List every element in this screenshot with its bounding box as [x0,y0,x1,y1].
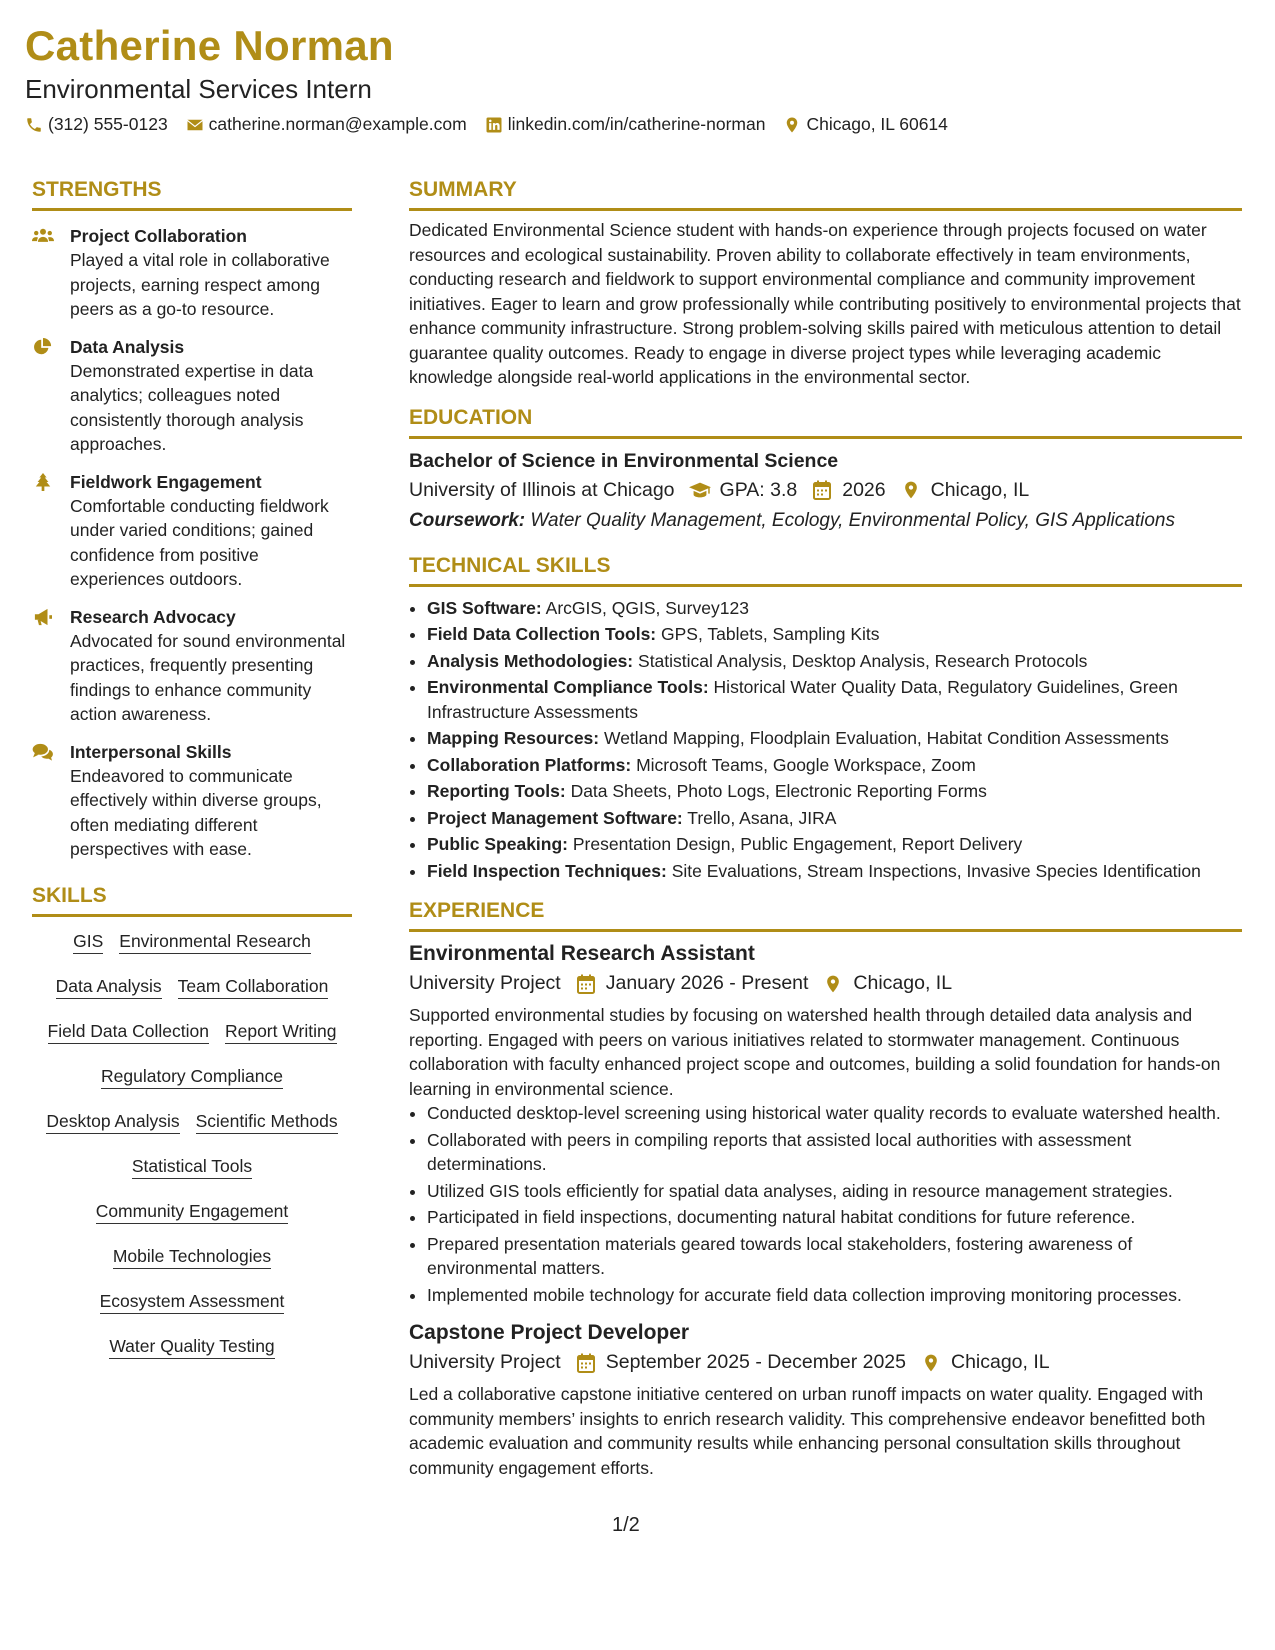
strength-desc: Advocated for sound environmental practices, frequently presenting findings to enhance community action awareness. [70,630,346,724]
list-item [427,649,1242,674]
strength-title: Research Advocacy [70,606,236,627]
map-pin-icon [822,974,844,994]
list-item: • Utilized GIS tools efficiently for spatial data analyses, aiding in resource management strategies. [427,1179,1242,1204]
skill-values: Microsoft Teams, Google Workspace, Zoom [636,754,976,775]
phone-icon [25,116,43,134]
skill-values: Site Evaluations, Stream Inspections, Invasive Species Identification [671,860,1201,881]
skill-tag: Regulatory Compliance [101,1060,283,1089]
skill-tag: Scientific Methods [196,1105,338,1134]
job-org: University Project [409,1351,561,1373]
degree-title: Bachelor of Science in Environmental Science [409,449,839,472]
strength-title: Interpersonal Skills [70,741,232,762]
job-location: Chicago, IL [853,972,953,994]
list-item [427,859,1242,884]
job-description: Supported environmental studies by focusing on watershed health through detailed data analysis and reporting. Engaged with peers on various initiatives related to stormwater management. Continuous collaboration with faculty enhanced project scope and outcomes, building a solid foundation for hands-on learning in environmental science. [409,1005,1221,1099]
job-description: Led a collaborative capstone initiative centered on urban runoff impacts on water quality. Engaged with community members’ insights to enrich research validity. This comprehensive endeavor benefitted both academic evaluation and community results while enhancing personal consultation skills throughout community engagement efforts. [409,1384,1206,1478]
skill-category: Field Data Collection Tools: [427,624,657,644]
strengths-heading: STRENGTHS [32,178,352,211]
page-number: 1/2 [612,1514,640,1536]
contact-email[interactable] [186,114,467,135]
skills-heading: SKILLS [32,884,352,917]
skill-tag: Report Writing [225,1015,337,1044]
skill-tag: GIS [73,925,103,954]
summary-text: Dedicated Environmental Science student with hands-on experience through projects focused on water resources and ecological sustainability. Proven ability to collaborate effectively in team environments, conducting research and fieldwork to support environmental compliance and community improvement initiatives. Eager to learn and grow professionally while contributing positively to environmental projects that enhance community infrastructure. Strong problem-solving skills paired with meticulous attention to detail guarantee quality outcomes. Ready to engage in diverse project types while leveraging academic knowledge alongside real-world applications in the environmental sector. [409,220,1241,387]
skill-values: GPS, Tablets, Sampling Kits [661,624,880,644]
contact-phone[interactable] [25,114,168,135]
job-entry [409,1321,1242,1480]
gpa-text: GPA: 3.8 [719,478,798,501]
skill-values: Presentation Design, Public Engagement, Report Delivery [572,834,1023,854]
job-entry [409,942,1242,1307]
education-meta [409,479,1242,502]
list-item [427,675,1242,724]
coursework-label: Coursework: [409,509,526,531]
tree-icon [32,473,54,491]
skill-values: Historical Water Quality Data, Regulatory Guidelines, Green Infrastructure Assessments [427,677,1178,722]
strength-item [32,224,352,322]
summary-heading: SUMMARY [409,178,1242,211]
skill-category: Project Management Software: [427,807,683,828]
technical-skills-list [409,596,1242,884]
skill-tag: Statistical Tools [132,1150,252,1179]
pie-chart-icon [32,338,54,356]
envelope-icon [186,116,204,134]
contact-location [783,114,947,135]
map-pin-icon [900,480,922,500]
strength-item [32,335,352,457]
skill-tag: Water Quality Testing [109,1330,274,1359]
skill-category: Environmental Compliance Tools: [427,677,709,697]
megaphone-icon [32,608,54,626]
skill-values: Statistical Analysis, Desktop Analysis, Research Protocols [638,650,1088,671]
strength-item [32,470,352,592]
job-title: Environmental Research Assistant [409,942,755,965]
job-dates: September 2025 - December 2025 [605,1351,906,1373]
experience-heading: EXPERIENCE [409,899,1242,932]
map-pin-icon [920,1353,942,1373]
list-item [427,832,1242,857]
linkedin-icon [485,116,503,134]
skill-tag: Ecosystem Assessment [100,1285,285,1314]
list-item: • Conducted desktop-level screening using historical water quality records to evaluate watershed health. [427,1101,1242,1126]
strength-item [32,740,352,862]
job-bullets [409,1101,1242,1307]
graduation-cap-icon [689,480,711,500]
skill-tag: Data Analysis [56,970,162,999]
skill-list [32,917,352,1375]
linkedin-text: linkedin.com/in/catherine-norman [507,114,766,134]
skill-tag: Desktop Analysis [46,1105,179,1134]
skill-category: GIS Software: [427,597,542,618]
strength-desc: Played a vital role in collaborative projects, earning respect among peers as a go-to resource. [70,250,330,319]
job-meta [409,972,1242,995]
job-dates: January 2026 - Present [605,972,809,994]
candidate-name: Catherine Norman [25,22,394,69]
technical-skills-heading: TECHNICAL SKILLS [409,554,1242,587]
calendar-icon [575,974,597,994]
strength-item [32,605,352,727]
list-item [427,726,1242,751]
skill-category: Reporting Tools: [427,781,566,801]
users-icon [32,227,54,245]
location-text: Chicago, IL 60614 [806,114,948,134]
skill-tag: Team Collaboration [178,970,329,999]
skill-values: Data Sheets, Photo Logs, Electronic Reporting Forms [570,781,987,801]
contact-bar [25,114,966,135]
list-item: • Collaborated with peers in compiling reports that assisted local authorities with assessment determinations. [427,1128,1242,1177]
calendar-icon [575,1353,597,1373]
skill-values: ArcGIS, QGIS, Survey123 [545,597,749,618]
school-name: University of Illinois at Chicago [409,478,675,501]
skill-category: Collaboration Platforms: [427,754,632,775]
skill-category: Analysis Methodologies: [427,650,634,671]
skill-tag: Mobile Technologies [113,1240,271,1269]
comments-icon [32,743,54,761]
skill-tag: Environmental Research [119,925,311,954]
list-item [427,806,1242,831]
candidate-title: Environmental Services Intern [25,74,372,104]
job-title: Capstone Project Developer [409,1321,690,1344]
phone-text: (312) 555-0123 [48,114,168,134]
skill-category: Mapping Resources: [427,728,600,748]
list-item: • Prepared presentation materials geared towards local stakeholders, fostering awareness of environmental matters. [427,1232,1242,1281]
left-column [32,178,352,1375]
right-column [409,178,1242,1480]
job-org: University Project [409,972,561,994]
map-pin-icon [783,116,801,134]
strength-desc: Demonstrated expertise in data analytics; colleagues noted consistently thorough analysis approaches. [70,360,314,454]
list-item [427,779,1242,804]
skill-tag: Community Engagement [96,1195,289,1224]
skill-category: Field Inspection Techniques: [427,860,667,881]
skill-category: Public Speaking: [427,834,568,854]
list-item: • Implemented mobile technology for accurate field data collection improving monitoring processes. [427,1283,1242,1308]
list-item [427,753,1242,778]
strength-title: Project Collaboration [70,226,247,246]
strength-title: Data Analysis [70,336,185,357]
email-text: catherine.norman@example.com [208,114,467,134]
skill-tag: Field Data Collection [48,1015,209,1044]
skill-values: Wetland Mapping, Floodplain Evaluation, Habitat Condition Assessments [604,728,1169,748]
skill-values: Trello, Asana, JIRA [687,807,837,828]
list-item [427,622,1242,647]
job-meta [409,1351,1242,1374]
education-location: Chicago, IL [930,478,1030,501]
list-item: • Participated in field inspections, documenting natural habitat conditions for future reference. [427,1205,1242,1230]
graduation-year: 2026 [842,478,886,501]
coursework-list: Water Quality Management, Ecology, Environmental Policy, GIS Applications [530,509,1175,531]
calendar-icon [811,480,833,500]
contact-linkedin[interactable] [485,114,766,135]
list-item [427,596,1242,621]
strength-title: Fieldwork Engagement [70,471,262,492]
education-heading: EDUCATION [409,406,1242,439]
coursework-line [409,510,1242,532]
strength-desc: Endeavored to communicate effectively within diverse groups, often mediating different perspectives with ease. [70,765,322,859]
job-location: Chicago, IL [950,1351,1050,1373]
strength-desc: Comfortable conducting fieldwork under varied conditions; gained confidence from positive experiences outdoors. [70,495,329,589]
